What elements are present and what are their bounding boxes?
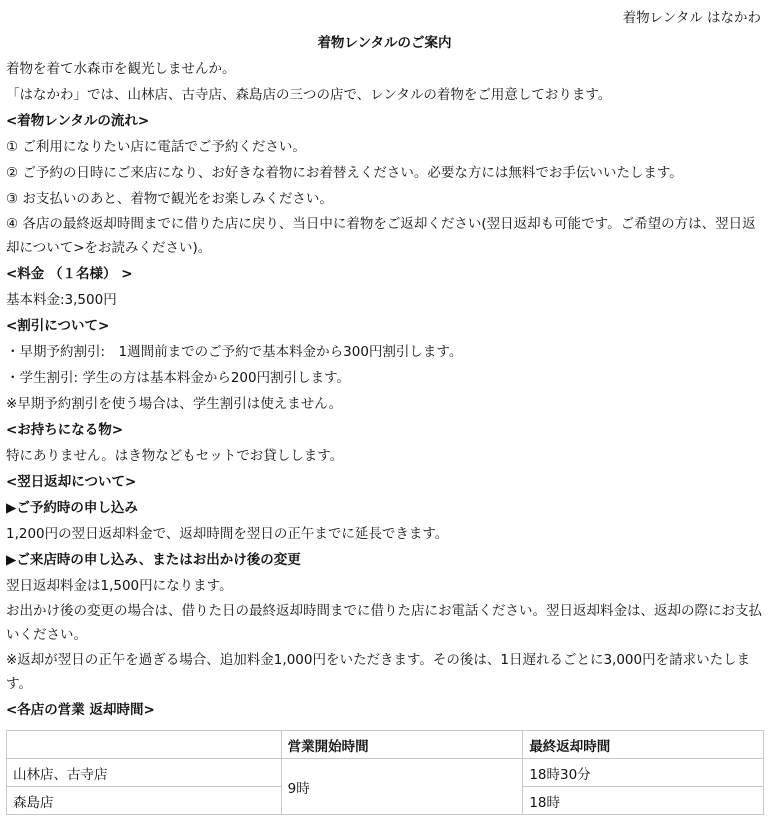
store-cell: 山林店、古寺店 (7, 759, 282, 787)
price-base: 基本料金:3,500円 (6, 292, 117, 308)
table-header-return: 最終返却時間 (523, 731, 764, 759)
discount-note: ※早期予約割引を使う場合は、学生割引は使えません。 (6, 396, 343, 412)
reservation-text: 1,200円の翌日返却料金で、返却時間を翌日の正午までに延長できます。 (6, 526, 449, 542)
flow-step-1: ① ご利用になりたい店に電話でご予約ください。 (6, 139, 306, 155)
page-title: 着物レンタルのご案内 (317, 35, 452, 51)
discount-heading: <割引について> (6, 318, 110, 334)
return-time-cell: 18時30分 (523, 759, 764, 787)
price-heading: <料金 （１名様） > (6, 266, 133, 282)
shop-name: 着物レンタル はなかわ (622, 10, 761, 26)
open-time-cell: 9時 (281, 759, 523, 815)
flow-step-4: ④ 各店の最終返却時間までに借りた店に戻り、当日中に着物をご返却ください(翌日返却も可能です。ご希望の方は、翌日返却について>をお読みください)。 (6, 216, 756, 256)
flow-step-3: ③ お支払いのあと、着物で観光をお楽しみください。 (6, 191, 333, 207)
intro-line-1: 着物を着て水森市を観光しませんか。 (6, 61, 236, 77)
return-time-cell: 18時 (523, 787, 764, 815)
table-header-open: 営業開始時間 (281, 731, 523, 759)
belongings-text: 特にありません。はき物などもセットでお貸しします。 (6, 448, 344, 464)
flow-step-2: ② ご予約の日時にご来店になり、お好きな着物にお着替えください。必要な方には無料でお手伝いいたします。 (6, 165, 683, 181)
next-day-heading: <翌日返却について> (6, 474, 137, 490)
visit-fee: 翌日返却料金は1,500円になります。 (6, 578, 233, 594)
store-cell: 森島店 (7, 787, 282, 815)
table-header-row (7, 731, 764, 759)
intro-line-2: 「はなかわ」では、山林店、古寺店、森島店の三つの店で、レンタルの着物をご用意しております。 (6, 87, 612, 103)
belongings-heading: <お持ちになる物> (6, 422, 124, 438)
flow-heading: <着物レンタルの流れ> (6, 113, 150, 129)
reservation-heading: ▶ご予約時の申し込み (6, 500, 138, 516)
store-hours-table (6, 730, 764, 815)
table-row (7, 759, 764, 787)
table-header-store (7, 731, 282, 759)
hours-heading: <各店の営業 返却時間> (6, 702, 155, 718)
discount-student: ・学生割引: 学生の方は基本料金から200円割引します。 (6, 370, 351, 386)
late-text: ※返却が翌日の正午を過ぎる場合、追加料金1,000円をいただきます。その後は、1日遅れるごとに3,000円を請求いたします。 (6, 652, 751, 692)
visit-heading: ▶ご来店時の申し込み、またはお出かけ後の変更 (6, 552, 301, 568)
change-text: お出かけ後の変更の場合は、借りた日の最終返却時間までに借りた店にお電話ください。翌日返却料金は、返却の際にお支払いください。 (6, 603, 762, 643)
discount-early: ・早期予約割引: 1週間前までのご予約で基本料金から300円割引します。 (6, 344, 463, 360)
